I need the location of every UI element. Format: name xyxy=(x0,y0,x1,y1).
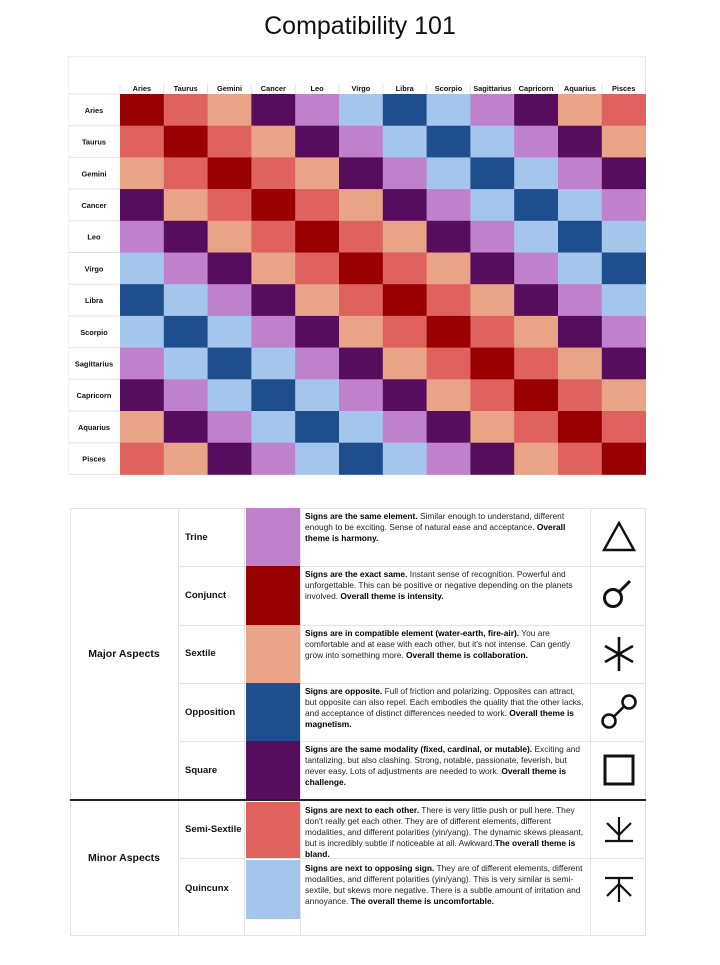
color-swatch-semi-sextile xyxy=(246,802,300,859)
page-title: Compatibility 101 xyxy=(264,12,456,40)
heatmap-cell xyxy=(514,157,558,189)
heatmap-cell xyxy=(427,411,471,443)
aspect-description xyxy=(301,683,589,741)
heatmap-cell xyxy=(558,221,602,253)
aspect-description xyxy=(301,508,589,566)
description-body: Similar enough to understand, different enough to be exciting. Sense of natural ease and acceptance. xyxy=(305,511,565,532)
aspect-description xyxy=(301,566,589,624)
row-label: Gemini xyxy=(81,169,107,179)
heatmap-cell xyxy=(339,189,383,221)
row-label: Virgo xyxy=(84,264,104,274)
heatmap-cell xyxy=(558,379,602,411)
row-label: Aries xyxy=(84,105,104,115)
heatmap-cell xyxy=(514,411,558,443)
heatmap-cell xyxy=(558,126,602,158)
heatmap-cell xyxy=(383,316,427,348)
column-label: Pisces xyxy=(611,84,636,93)
heatmap-cell xyxy=(558,94,602,126)
heatmap-cell xyxy=(339,94,383,126)
heatmap-cell xyxy=(251,253,295,285)
heatmap-cell xyxy=(514,221,558,253)
heatmap-cell xyxy=(339,443,383,475)
heatmap-cell xyxy=(208,221,252,253)
heatmap-cell xyxy=(120,284,164,316)
color-swatch-sextile xyxy=(246,625,300,684)
aspect-name-semi-sextile: Semi-Sextile xyxy=(185,824,242,836)
trine-icon xyxy=(591,508,646,566)
heatmap-cell xyxy=(251,189,295,221)
heatmap-cell xyxy=(164,253,208,285)
heatmap-cell xyxy=(602,157,646,189)
heatmap-cell xyxy=(164,221,208,253)
description-lead: Signs are the same element. xyxy=(305,511,418,521)
heatmap-cell xyxy=(514,443,558,475)
heatmap-cell xyxy=(514,316,558,348)
quincunx-icon xyxy=(591,860,646,918)
heatmap-cell xyxy=(295,411,339,443)
row-label: Libra xyxy=(84,296,104,306)
heatmap-cell xyxy=(120,253,164,285)
aspect-description xyxy=(301,741,589,799)
heatmap-cell xyxy=(558,253,602,285)
description-lead: Signs are next to each other. xyxy=(305,804,420,815)
heatmap-cell xyxy=(208,411,252,443)
heatmap-cell xyxy=(427,284,471,316)
heatmap-cell xyxy=(427,379,471,411)
heatmap-cell xyxy=(514,348,558,380)
heatmap-cell xyxy=(383,284,427,316)
heatmap-cell xyxy=(339,316,383,348)
heatmap-cell xyxy=(470,126,514,158)
description-body: Full of friction and polarizing. Opposites can attract, but opposite can also repel. Each embodies the quality that the other lacks, and acceptance of distinct differences needed to work. xyxy=(305,685,584,718)
heatmap-cell xyxy=(339,284,383,316)
heatmap-cell xyxy=(558,316,602,348)
aspect-name-trine: Trine xyxy=(185,531,208,543)
color-swatch-conjunct xyxy=(246,566,300,625)
description-lead: Signs are opposite. xyxy=(305,685,383,696)
column-label: Libra xyxy=(395,84,414,93)
row-label: Aquarius xyxy=(77,422,111,432)
heatmap-cell xyxy=(164,126,208,158)
row-label: Taurus xyxy=(81,137,107,147)
heatmap-cell xyxy=(470,253,514,285)
description-lead: Signs are next to opposing sign. xyxy=(305,862,435,873)
description-lead: Signs are in compatible element (water-earth, fire-air). xyxy=(305,627,520,638)
heatmap-cell xyxy=(164,157,208,189)
heatmap-cell xyxy=(602,443,646,475)
heatmap-cell xyxy=(120,348,164,380)
heatmap-cell xyxy=(120,221,164,253)
heatmap-cell xyxy=(208,189,252,221)
heatmap-cell xyxy=(164,443,208,475)
compatibility-heatmap xyxy=(68,56,646,478)
heatmap-cell xyxy=(339,348,383,380)
heatmap-cell xyxy=(251,443,295,475)
heatmap-cell xyxy=(164,379,208,411)
column-label: Aries xyxy=(132,84,152,93)
aspect-description xyxy=(301,625,589,683)
row-label: Sagittarius xyxy=(74,359,114,369)
heatmap-cell xyxy=(383,126,427,158)
heatmap-cell xyxy=(208,157,252,189)
heatmap-cell xyxy=(208,348,252,380)
heatmap-cell xyxy=(514,189,558,221)
description-body: There is very little push or pull here. They don't really get each other. They are of different elements, different modalities, and different polarities (yin/yang). The dynamic skews pleasant, but is incredibly subtle if noticeable at all. Awkward. xyxy=(305,804,584,848)
description-theme: Overall theme is collaboration. xyxy=(406,649,528,660)
heatmap-cell xyxy=(602,348,646,380)
heatmap-cell xyxy=(208,284,252,316)
heatmap-cell xyxy=(470,443,514,475)
heatmap-cell xyxy=(339,253,383,285)
heatmap-cell xyxy=(602,221,646,253)
heatmap-cell xyxy=(470,157,514,189)
color-swatch-opposition xyxy=(246,683,300,742)
heatmap-cell xyxy=(208,379,252,411)
heatmap-cell xyxy=(558,411,602,443)
heatmap-cell xyxy=(602,189,646,221)
heatmap-cell xyxy=(120,316,164,348)
heatmap-cell xyxy=(295,348,339,380)
heatmap-cell xyxy=(602,126,646,158)
heatmap-cell xyxy=(470,221,514,253)
column-label: Gemini xyxy=(216,84,243,93)
aspect-description xyxy=(301,860,589,918)
heatmap-cell xyxy=(383,411,427,443)
heatmap-cell xyxy=(383,379,427,411)
heatmap-cell xyxy=(295,443,339,475)
heatmap-cell xyxy=(383,94,427,126)
heatmap-cell xyxy=(383,348,427,380)
description-theme: Overall theme is intensity. xyxy=(340,591,444,602)
aspect-name-quincunx: Quincunx xyxy=(185,883,229,895)
heatmap-cell xyxy=(295,126,339,158)
heatmap-cell xyxy=(427,126,471,158)
heatmap-cell xyxy=(558,284,602,316)
heatmap-cell xyxy=(208,94,252,126)
heatmap-cell xyxy=(558,443,602,475)
heatmap-cell xyxy=(514,379,558,411)
heatmap-cell xyxy=(602,253,646,285)
heatmap-cell xyxy=(208,316,252,348)
heatmap-cell xyxy=(208,443,252,475)
description-body: Instant sense of recognition. Powerful and unforgettable. This can be positive or negative depending on the planets involved. xyxy=(305,569,573,602)
heatmap-cell xyxy=(514,284,558,316)
heatmap-cell xyxy=(470,411,514,443)
column-label: Cancer xyxy=(260,84,286,93)
heatmap-cell xyxy=(470,379,514,411)
heatmap-cell xyxy=(120,94,164,126)
heatmap-cell xyxy=(427,443,471,475)
description-theme: Overall theme is harmony. xyxy=(305,522,566,543)
heatmap-cell xyxy=(427,316,471,348)
heatmap-cell xyxy=(339,221,383,253)
heatmap-cell xyxy=(251,157,295,189)
heatmap-cell xyxy=(427,94,471,126)
column-label: Capricorn xyxy=(518,84,554,93)
heatmap-cell xyxy=(164,189,208,221)
heatmap-cell xyxy=(339,411,383,443)
heatmap-cell xyxy=(427,157,471,189)
square-icon xyxy=(591,741,646,799)
heatmap-cell xyxy=(558,348,602,380)
heatmap-cell xyxy=(470,189,514,221)
heatmap-cell xyxy=(120,411,164,443)
aspect-name-opposition: Opposition xyxy=(185,706,236,718)
heatmap-cell xyxy=(383,157,427,189)
heatmap-cell xyxy=(602,411,646,443)
heatmap-cell xyxy=(602,379,646,411)
description-body: You are comfortable and at ease with each other, but it's not intense. Can gently grow into something more. xyxy=(305,627,571,660)
heatmap-cell xyxy=(120,126,164,158)
description-theme: Overall theme is challenge. xyxy=(305,766,567,788)
description-theme: Overall theme is magnetism. xyxy=(305,707,574,729)
group-label-major: Major Aspects xyxy=(88,647,160,660)
column-label: Leo xyxy=(310,84,324,93)
heatmap-cell xyxy=(251,284,295,316)
heatmap-cell xyxy=(120,443,164,475)
heatmap-cell xyxy=(383,253,427,285)
heatmap-cell xyxy=(295,221,339,253)
row-label: Capricorn xyxy=(76,391,112,401)
row-label: Cancer xyxy=(81,200,107,210)
aspect-legend xyxy=(70,508,646,936)
column-label: Virgo xyxy=(351,84,371,93)
column-label: Sagittarius xyxy=(473,84,512,93)
heatmap-cell xyxy=(470,348,514,380)
heatmap-cell xyxy=(470,316,514,348)
heatmap-cell xyxy=(251,379,295,411)
heatmap-cell xyxy=(251,348,295,380)
heatmap-cell xyxy=(427,253,471,285)
heatmap-cell xyxy=(295,379,339,411)
heatmap-cell xyxy=(251,126,295,158)
heatmap-cell xyxy=(602,94,646,126)
column-label: Taurus xyxy=(173,84,198,93)
heatmap-cell xyxy=(383,221,427,253)
legend-divider xyxy=(244,508,245,936)
heatmap-cell xyxy=(470,94,514,126)
color-swatch-square xyxy=(246,741,300,800)
heatmap-cell xyxy=(427,189,471,221)
heatmap-cell xyxy=(383,189,427,221)
column-label: Aquarius xyxy=(563,84,596,93)
heatmap-cell xyxy=(295,94,339,126)
row-label: Leo xyxy=(87,232,101,242)
row-label: Pisces xyxy=(82,454,106,464)
description-body: Exciting and tantalizing, but also clashing. Strong, notable, passionate, feverish, but never easy. Lots of adjustments are needed to work. xyxy=(305,744,581,777)
heatmap-cell xyxy=(208,126,252,158)
heatmap-cell xyxy=(339,157,383,189)
conjunct-icon xyxy=(591,566,646,624)
row-label: Scorpio xyxy=(80,327,108,337)
heatmap-cell xyxy=(558,189,602,221)
heatmap-cell xyxy=(427,348,471,380)
heatmap-cell xyxy=(295,189,339,221)
heatmap-cell xyxy=(602,284,646,316)
color-swatch-quincunx xyxy=(246,860,300,919)
heatmap-cell xyxy=(208,253,252,285)
heatmap-cell xyxy=(383,443,427,475)
heatmap-cell xyxy=(295,284,339,316)
heatmap-cell xyxy=(295,157,339,189)
aspect-description xyxy=(301,802,589,858)
heatmap-cell xyxy=(120,379,164,411)
heatmap-cell xyxy=(251,221,295,253)
description-theme: The overall theme is uncomfortable. xyxy=(350,895,494,906)
description-lead: Signs are the same modality (fixed, cardinal, or mutable). xyxy=(305,744,533,755)
color-swatch-trine xyxy=(246,508,300,567)
aspect-name-conjunct: Conjunct xyxy=(185,589,227,601)
heatmap-cell xyxy=(602,316,646,348)
heatmap-cell xyxy=(295,253,339,285)
heatmap-cell xyxy=(427,221,471,253)
group-label-minor: Minor Aspects xyxy=(88,851,160,864)
heatmap-cell xyxy=(164,94,208,126)
heatmap-cell xyxy=(251,316,295,348)
heatmap-cell xyxy=(514,126,558,158)
heatmap-cell xyxy=(120,189,164,221)
heatmap-cell xyxy=(339,126,383,158)
description-lead: Signs are the exact same. xyxy=(305,569,408,580)
description-body: They are of different elements, different modalities, and different polarities (yin/yang). This is very similar is semi-sextile, but skews more negative. There is a subtle amount of irritation and annoyance. xyxy=(305,862,583,906)
description-theme: The overall theme is bland. xyxy=(305,837,576,859)
heatmap-cell xyxy=(514,253,558,285)
heatmap-cell xyxy=(514,94,558,126)
heatmap-cell xyxy=(339,379,383,411)
sextile-icon xyxy=(591,625,646,683)
column-label: Scorpio xyxy=(434,84,463,93)
heatmap-cell xyxy=(120,157,164,189)
heatmap-cell xyxy=(164,348,208,380)
opposition-icon xyxy=(591,683,646,741)
semi-sextile-icon xyxy=(591,802,646,858)
aspect-name-square: Square xyxy=(185,764,218,776)
heatmap-cell xyxy=(251,411,295,443)
group-separator xyxy=(70,799,646,801)
heatmap-cell xyxy=(164,316,208,348)
heatmap-cell xyxy=(164,411,208,443)
heatmap-cell xyxy=(295,316,339,348)
aspect-name-sextile: Sextile xyxy=(185,648,216,660)
heatmap-cell xyxy=(251,94,295,126)
heatmap-cell xyxy=(558,157,602,189)
heatmap-cell xyxy=(470,284,514,316)
heatmap-cell xyxy=(164,284,208,316)
